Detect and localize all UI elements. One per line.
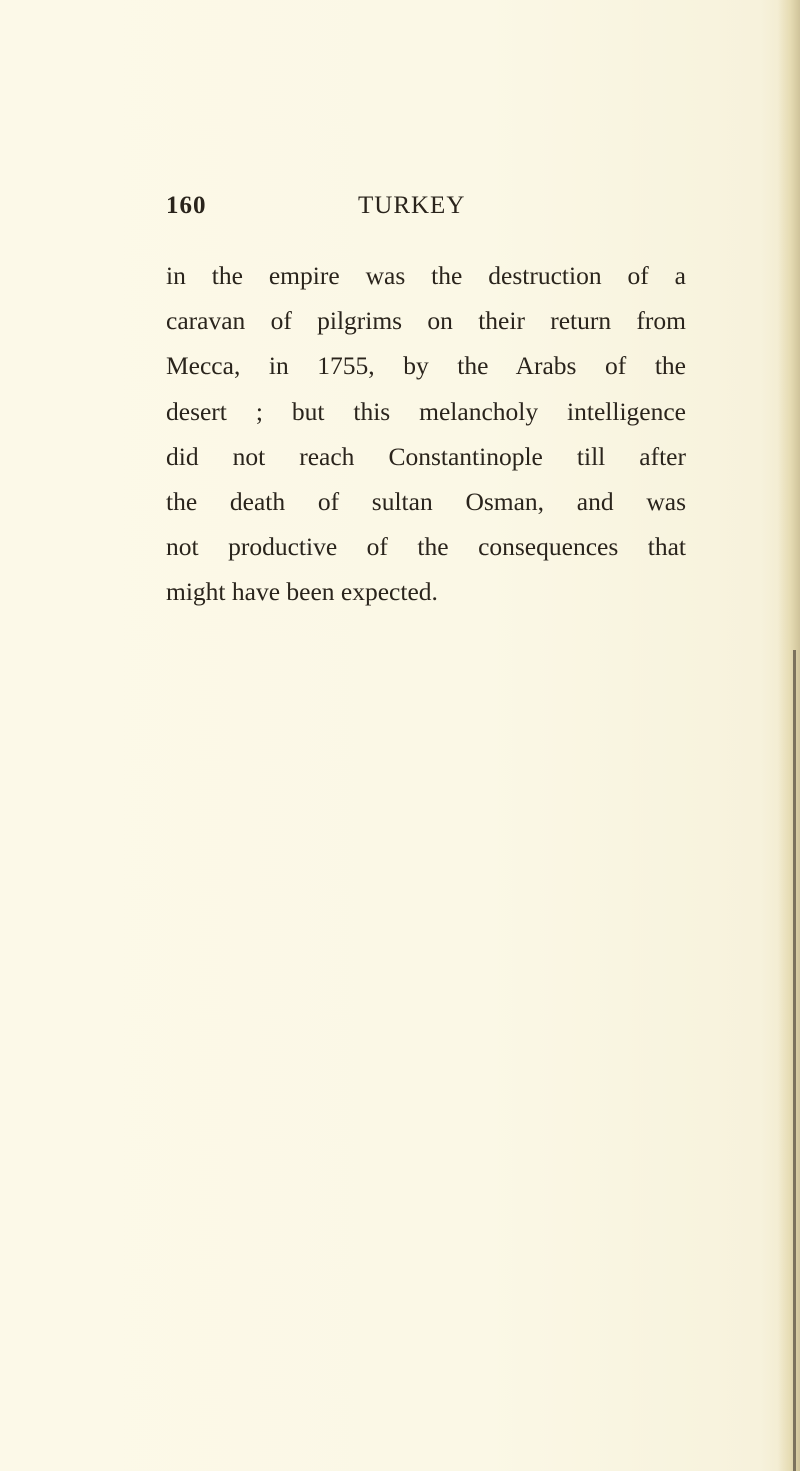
text-line: the death of sultan Osman, and was [166,487,686,517]
text-line: desert ; but this melancholy intelligence [166,396,686,426]
text-line: might have been expected. [166,577,438,607]
body-paragraph [166,253,686,615]
page-number: 160 [166,192,207,219]
running-title: TURKEY [358,192,466,219]
binding-edge [793,650,796,1471]
text-line: did not reach Constantinople till after [166,441,686,471]
text-line: Mecca, in 1755, by the Arabs of the [166,351,686,381]
page-header [166,192,686,232]
text-line: not productive of the consequences that [166,532,686,562]
text-line: in the empire was the destruction of a [166,261,686,290]
page-edge-shadow [778,0,800,1471]
text-line: caravan of pilgrims on their return from [166,306,686,336]
